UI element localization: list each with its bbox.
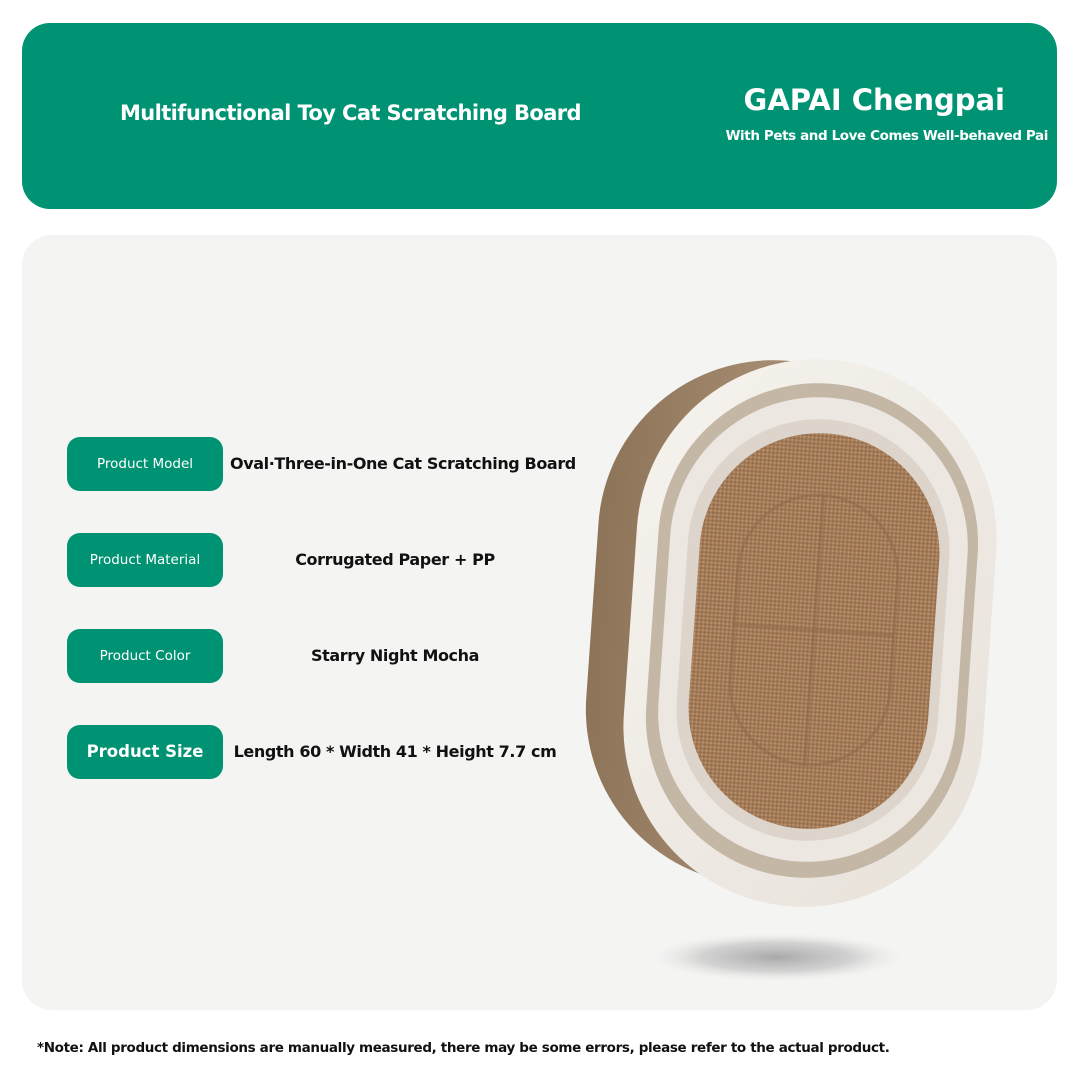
spec-row-model — [67, 437, 587, 491]
brand-slogan: With Pets and Love Comes Well-behaved Pai — [725, 128, 1048, 144]
spec-row-material — [67, 533, 587, 587]
cat-scratching-board-image — [582, 345, 1042, 985]
measurement-note: *Note: All product dimensions are manually measured, there may be some errors, please refer to the actual product. — [37, 1040, 890, 1056]
spec-label-size: Product Size — [67, 725, 223, 779]
product-title: Multifunctional Toy Cat Scratching Board — [120, 101, 581, 125]
spec-label-color: Product Color — [67, 629, 223, 683]
spec-value-material: Corrugated Paper + PP — [295, 550, 495, 569]
spec-value-size: Length 60 * Width 41 * Height 7.7 cm — [233, 742, 557, 761]
spec-value-model: Oval·Three-in-One Cat Scratching Board — [230, 454, 576, 473]
brand-name: GAPAI Chengpai — [743, 83, 1005, 117]
product-panel — [22, 235, 1057, 1010]
spec-row-size — [67, 725, 587, 779]
spec-label-material: Product Material — [67, 533, 223, 587]
header-banner — [22, 23, 1057, 209]
spec-value-color: Starry Night Mocha — [310, 646, 480, 665]
spec-row-color — [67, 629, 587, 683]
spec-label-model: Product Model — [67, 437, 223, 491]
